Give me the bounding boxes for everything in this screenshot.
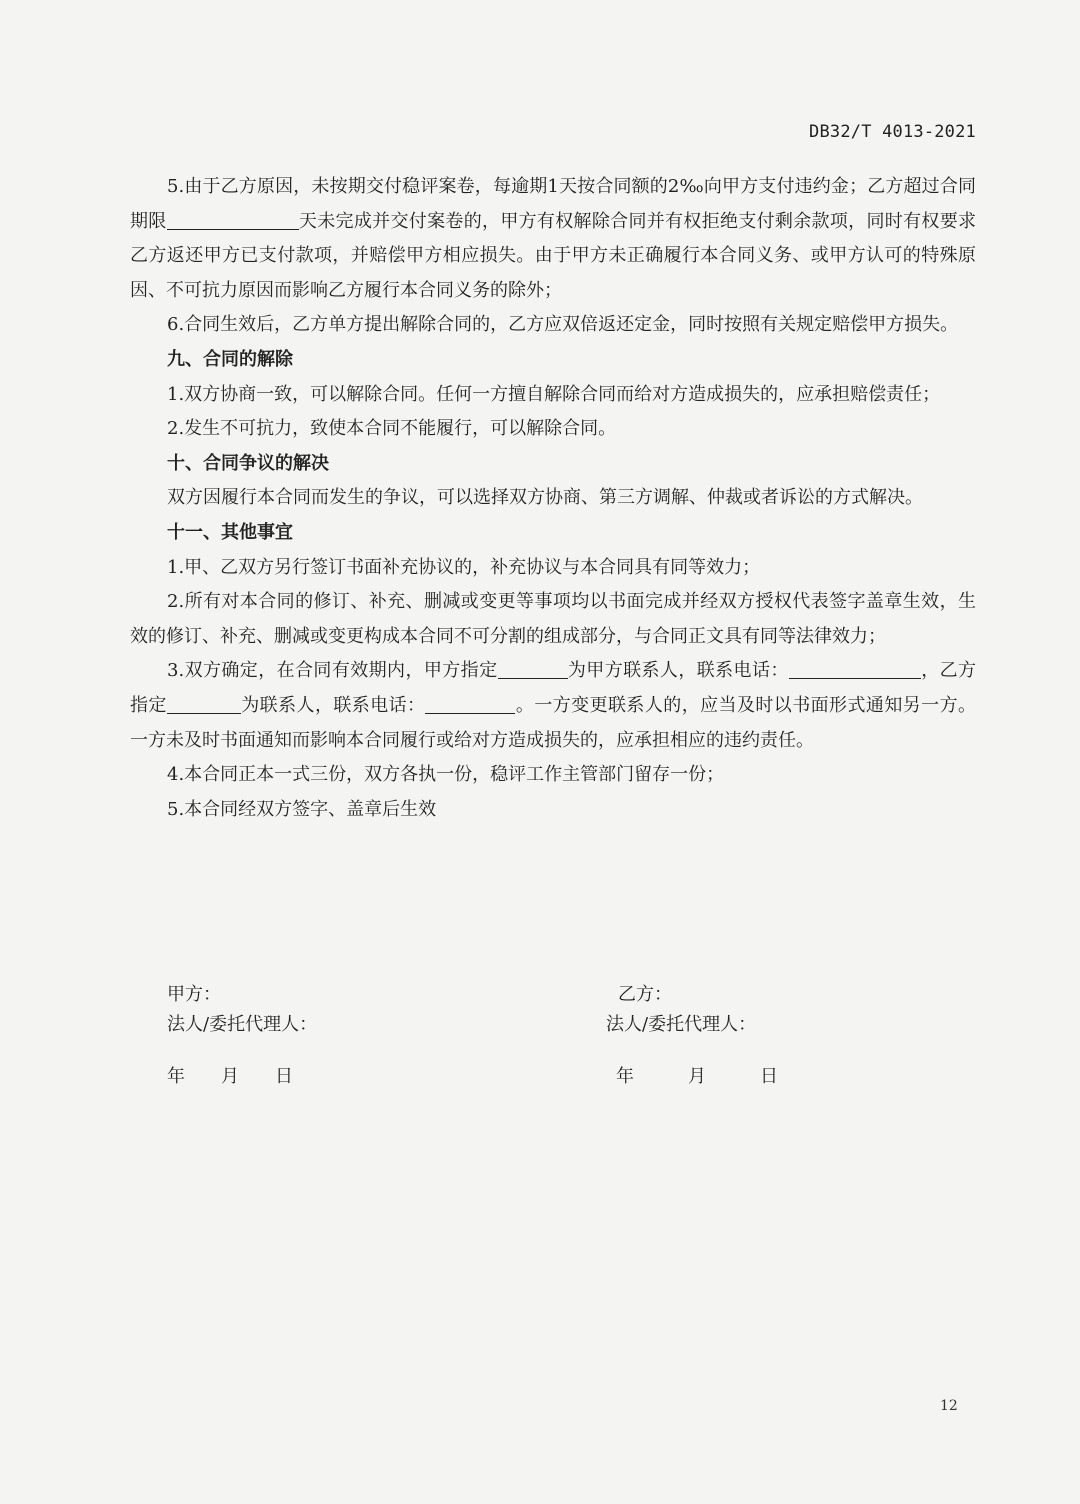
blank-party-b-contact[interactable] [167, 693, 241, 714]
clause-11-2: 2.所有对本合同的修订、补充、删减或变更等事项均以书面完成并经双方授权代表签字盖章生效，生效的修订、补充、删减或变更构成本合同不可分割的组成部分，与合同正文具有同等法律效力； [130, 591, 976, 647]
party-a-label: 甲方： [167, 984, 221, 1005]
clause-9-1: 1.双方协商一致，可以解除合同。任何一方擅自解除合同而给对方造成损失的，应承担赔偿责任； [167, 383, 941, 405]
blank-party-a-phone[interactable] [789, 658, 921, 679]
section-heading-11: 十一、其他事宜 [167, 521, 293, 543]
clause-text: 3.双方确定，在合同有效期内，甲方指定 [167, 660, 498, 682]
clause-11-3 [130, 654, 976, 758]
clause-text: 。一方变更联系人的，应当及时以书面形式通知另一方。一方未及时书面通知而影响本合同履行或给对方造成损失的，应承担相应的违约责任。 [130, 694, 977, 751]
clause-10: 双方因履行本合同而发生的争议，可以选择双方协商、第三方调解、仲裁或者诉讼的方式解决。 [167, 487, 923, 509]
party-b-agent-label: 法人/委托代理人： [606, 1014, 757, 1035]
clause-8-6: 6.合同生效后，乙方单方提出解除合同的，乙方应双倍返还定金，同时按照有关规定赔偿甲方损失。 [167, 314, 959, 336]
clause-11-5: 5.本合同经双方签字、盖章后生效 [167, 798, 437, 820]
signature-block-party-a [167, 980, 317, 1092]
party-b-label: 乙方： [618, 984, 672, 1005]
blank-days-field[interactable] [167, 209, 299, 230]
clause-text: 5.由于乙方原因，未按期交付稳评案卷，每逾期1天按合同额的2‰向甲方支付违约金；乙方超过合同期限 [130, 176, 976, 232]
clause-9-2: 2.发生不可抗力，致使本合同不能履行，可以解除合同。 [167, 418, 617, 440]
clause-8-5 [130, 170, 976, 308]
party-a-agent-label: 法人/委托代理人： [167, 1014, 318, 1035]
clause-text: 为联系人，联系电话： [240, 694, 426, 716]
blank-party-a-contact[interactable] [498, 658, 568, 679]
clause-text: 天未完成并交付案卷的，甲方有权解除合同并有权拒绝支付剩余款项，同时有权要求乙方返还甲方已支付款项，并赔偿甲方相应损失。由于甲方未正确履行本合同义务、或甲方认可的特殊原因、不可抗力原因而影响乙方履行本合同义务的除外； [130, 210, 977, 301]
party-a-date: 年 月 日 [167, 1066, 293, 1087]
section-heading-9: 九、合同的解除 [167, 348, 293, 370]
contract-body [130, 170, 976, 827]
section-heading-10: 十、合同争议的解决 [167, 452, 329, 474]
standard-code: DB32/T 4013-2021 [809, 122, 976, 142]
page-number: 12 [940, 1398, 958, 1414]
blank-party-b-phone[interactable] [425, 693, 515, 714]
clause-11-4: 4.本合同正本一式三份，双方各执一份，稳评工作主管部门留存一份； [167, 764, 725, 786]
signature-block-party-b [606, 980, 778, 1092]
clause-11-1: 1.甲、乙双方另行签订书面补充协议的，补充协议与本合同具有同等效力； [167, 556, 761, 578]
clause-text: 为甲方联系人，联系电话： [567, 660, 789, 682]
clause-text: ，乙方指定 [130, 660, 976, 716]
party-b-date: 年 月 日 [616, 1066, 778, 1087]
